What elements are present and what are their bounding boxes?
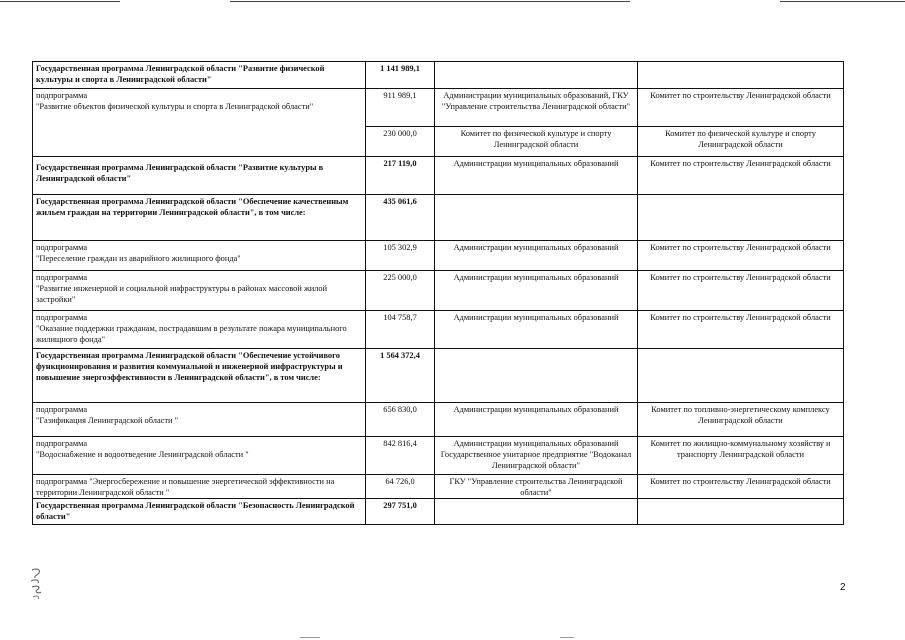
subprogram-name: "Энергосбережение и повышение энергетической эффективности на территории Ленинградской области ": [36, 477, 335, 497]
coordinator-cell: Комитет по строительству Ленинградской области: [638, 157, 844, 195]
subprogram-name-cell: [33, 475, 366, 499]
coordinator-cell: [638, 195, 844, 241]
subprogram-name-cell: [33, 403, 366, 437]
amount-cell: 656 830,0: [366, 403, 435, 437]
coordinator-cell: Комитет по строительству Ленинградской области: [638, 311, 844, 349]
executor-cell: Администрации муниципальных образований, ГКУ "Управление строительства Ленинградской области": [435, 89, 638, 127]
subprogram-name: "Водоснабжение и водоотведение Ленинградской области ": [36, 450, 249, 459]
amount-cell: 105 302,9: [366, 241, 435, 271]
amount-cell: 1 564 372,4: [366, 349, 435, 403]
amount-cell: 230 000,0: [366, 127, 435, 157]
subprogram-label: подпрограмма: [36, 439, 88, 448]
table-row: [33, 349, 844, 403]
program-name-cell: Государственная программа Ленинградской области "Безопасность Ленинградской области": [33, 499, 366, 525]
program-name-cell: Государственная программа Ленинградской области "Обеспечение качественным жильем граждан на территории Ленинградской области", в том числе:: [33, 195, 366, 241]
program-name-cell: Государственная программа Ленинградской области "Развитие физической культуры и спорта в Ленинградской области": [33, 62, 366, 89]
subprogram-name: "Переселение граждан из аварийного жилищного фонда": [36, 254, 241, 263]
coordinator-cell: [638, 499, 844, 525]
amount-cell: 842 816,4: [366, 437, 435, 475]
table-row: [33, 437, 844, 475]
subprogram-label: подпрограмма: [36, 273, 88, 282]
executor-cell: [435, 349, 638, 403]
table-row: [33, 195, 844, 241]
coordinator-cell: Комитет по строительству Ленинградской области: [638, 271, 844, 311]
subprogram-label: подпрограмма: [36, 477, 88, 486]
amount-cell: 911 989,1: [366, 89, 435, 127]
coordinator-cell: Комитет по строительству Ленинградской области: [638, 241, 844, 271]
amount-cell: 435 061,6: [366, 195, 435, 241]
table-row: [33, 475, 844, 499]
executor-cell: ГКУ "Управление строительства Ленинградской области": [435, 475, 638, 499]
table-row: [33, 157, 844, 195]
executor-cell: Администрации муниципальных образований: [435, 403, 638, 437]
executor-cell: Комитет по физической культуре и спорту Ленинградской области: [435, 127, 638, 157]
subprogram-name: "Оказание поддержки гражданам, пострадавшим в результате пожара муниципального жилищного фонда": [36, 324, 347, 344]
table-row: [33, 311, 844, 349]
executor-cell: Администрации муниципальных образований: [435, 311, 638, 349]
table-row: [33, 499, 844, 525]
executor-cell: Администрации муниципальных образований: [435, 241, 638, 271]
scan-edge-line: [0, 1, 120, 2]
coordinator-cell: [638, 62, 844, 89]
coordinator-cell: [638, 349, 844, 403]
table-row: [33, 271, 844, 311]
coordinator-cell: Комитет по физической культуре и спорту Ленинградской области: [638, 127, 844, 157]
subprogram-name-cell: [33, 311, 366, 349]
subprogram-label: подпрограмма: [36, 243, 88, 252]
subprogram-name-cell: [33, 437, 366, 475]
executor-cell: [435, 62, 638, 89]
executor-cell: [435, 499, 638, 525]
coordinator-cell: Комитет по строительству Ленинградской области: [638, 89, 844, 127]
executor-cell: Администрации муниципальных образований: [435, 157, 638, 195]
program-name-cell: Государственная программа Ленинградской области "Обеспечение устойчивого функционирования и развития коммунальной и инженерной инфраструктуры и повышение энергоэффективности в Ленинградской области", в том числе:: [33, 349, 366, 403]
executor-cell: [435, 195, 638, 241]
table-row: [33, 62, 844, 89]
amount-cell: 64 726,0: [366, 475, 435, 499]
subprogram-name: "Развитие инженерной и социальной инфраструктуры в районах массовой жилой застройки": [36, 284, 328, 304]
amount-cell: 1 141 989,1: [366, 62, 435, 89]
table-row: [33, 241, 844, 271]
program-name-cell: Государственная программа Ленинградской области "Развитие культуры в Ленинградской области": [33, 157, 366, 195]
subprogram-name-cell: [33, 241, 366, 271]
coordinator-cell: Комитет по строительству Ленинградской области: [638, 475, 844, 499]
programs-table: [32, 61, 844, 525]
scan-edge-line: [780, 1, 905, 2]
subprogram-name: "Развитие объектов физической культуры и спорта в Ленинградской области": [36, 102, 314, 111]
table-row: [33, 403, 844, 437]
table-row: [33, 89, 844, 127]
subprogram-label: подпрограмма: [36, 91, 88, 100]
handwritten-mark-icon: [28, 566, 48, 602]
coordinator-cell: Комитет по жилищно-коммунальному хозяйству и транспорту Ленинградской области: [638, 437, 844, 475]
subprogram-label: подпрограмма: [36, 405, 88, 414]
amount-cell: 217 119,0: [366, 157, 435, 195]
page-number: 2: [840, 582, 846, 593]
amount-cell: 297 751,0: [366, 499, 435, 525]
executor-cell: Администрации муниципальных образований: [435, 271, 638, 311]
scan-edge-line: [300, 637, 320, 638]
subprogram-name: "Газификация Ленинградской области ": [36, 416, 179, 425]
amount-cell: 225 000,0: [366, 271, 435, 311]
scan-edge-line: [230, 1, 630, 2]
subprogram-name-cell: [33, 89, 366, 157]
coordinator-cell: Комитет по топливно-энергетическому комплексу Ленинградской области: [638, 403, 844, 437]
scan-edge-line: [560, 637, 574, 638]
executor-cell: Администрации муниципальных образований Государственное унитарное предприятие "Водоканал Ленинградской области": [435, 437, 638, 475]
subprogram-name-cell: [33, 271, 366, 311]
amount-cell: 104 758,7: [366, 311, 435, 349]
subprogram-label: подпрограмма: [36, 313, 88, 322]
